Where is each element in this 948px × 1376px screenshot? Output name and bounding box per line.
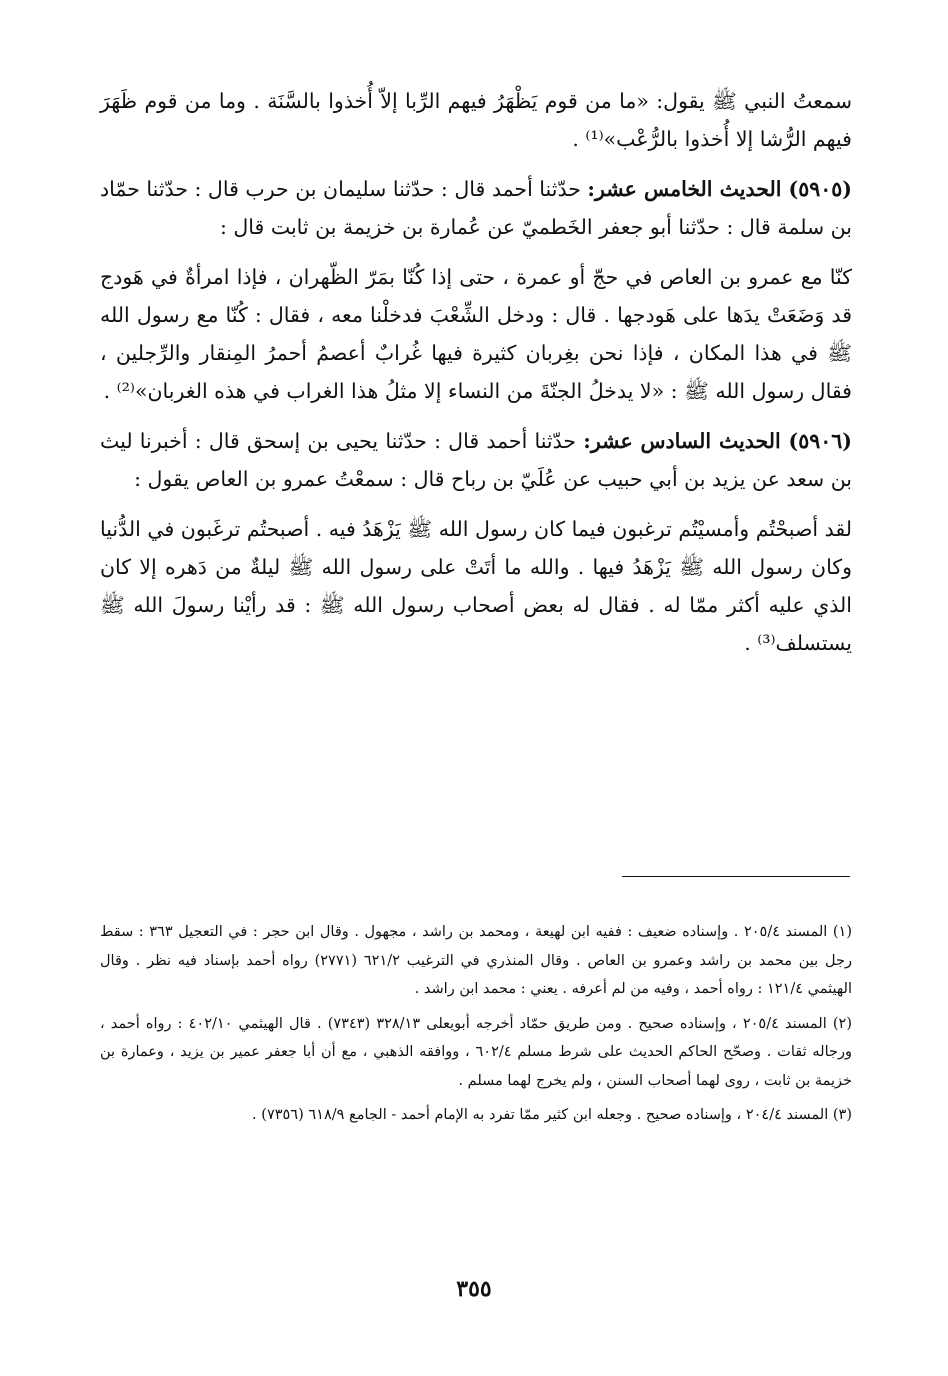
hadith-heading: (٥٩٠٦) الحديث السادس عشر: xyxy=(583,429,852,453)
hadith-isnad: حدّثنا أحمد قال : حدّثنا سليمان بن حرب قال : حدّثنا حمّاد بن سلمة قال : حدّثنا أبو جعفر الخَطميّ عن عُمارة بن خزيمة بن ثابت قال : xyxy=(100,177,852,239)
footnote-separator xyxy=(622,876,850,877)
hadith-5905 xyxy=(100,170,852,246)
hadith-5906-matn xyxy=(100,510,852,662)
hadith-5904-tail xyxy=(100,82,852,158)
hadith-5906 xyxy=(100,422,852,498)
hadith-text: سمعتُ النبي ﷺ يقول: «ما من قوم يَظْهَرُ فيهم الرِّبا إلاّ أُخذوا بالسَّنَة . وما من قوم ظَهَرَ فيهم الرُّشا إلا أُخذوا بالرُّعْب»⁽¹⁾ . xyxy=(100,89,852,151)
footnotes xyxy=(100,918,852,1130)
footnote-1: (١) المسند ٢٠٥/٤ . وإسناده ضعيف : ففيه ابن لهيعة ، ومحمد بن راشد ، مجهول . وقال ابن حجر : في التعجيل ٣٦٣ : سقط رجل بين محمد بن راشد وعمرو بن العاص . وقال المنذري في الترغيب ٦٢١/٢ (٢٧٧١) رواه أحمد بإسناد فيه نظر . وقال الهيثمي ١٢١/٤ : رواه أحمد ، وفيه من لم أعرفه . يعني : محمد ابن راشد . xyxy=(100,924,852,997)
main-text xyxy=(100,82,852,674)
page-number: ٣٥٥ xyxy=(456,1276,492,1302)
hadith-text: لقد أصبحْتُم وأمسيْتُم ترغبون فيما كان رسول الله ﷺ يَزْهَدُ فيه . أصبحتُم ترغَبون في الدُّنيا وكان رسول الله ﷺ يَزْهَدُ فيها . والله ما أتَتْ على رسول الله ﷺ ليلةٌ من دَهره إلا كان الذي عليه أكثر ممّا له . فقال له بعض أصحاب رسول الله ﷺ : قد رأيْنا رسولَ الله ﷺ يستسلف⁽³⁾ . xyxy=(100,517,852,655)
hadith-isnad: حدّثنا أحمد قال : حدّثنا يحيى بن إسحق قال : أخبرنا ليث بن سعد عن يزيد بن أبي حبيب عن عُلَيّ بن رباح قال : سمعْتُ عمرو بن العاص يقول : xyxy=(100,429,852,491)
footnote-3: (٣) المسند ٢٠٤/٤ ، وإسناده صحيح . وجعله ابن كثير ممّا تفرد به الإمام أحمد - الجامع ٦١٨/٩ (٧٣٥٦) . xyxy=(252,1107,852,1123)
hadith-5905-matn xyxy=(100,258,852,410)
footnote-2: (٢) المسند ٢٠٥/٤ ، وإسناده صحيح . ومن طريق حمّاد أخرجه أبويعلى ٣٢٨/١٣ (٧٣٤٣) . قال الهيثمي ٤٠٢/١٠ : رواه أحمد ، ورجاله ثقات . وصحّح الحاكم الحديث على شرط مسلم ٦٠٢/٤ ، ووافقه الذهبي ، مع أن أبا جعفر عمير بن يزيد ، وعمارة بن خزيمة بن ثابت ، روى لهما أصحاب السنن ، ولم يخرج لهما مسلم . xyxy=(100,1015,852,1089)
hadith-heading: (٥٩٠٥) الحديث الخامس عشر: xyxy=(587,177,852,201)
hadith-text: كنّا مع عمرو بن العاص في حجّ أو عمرة ، حتى إذا كُنّا بمَرّ الظّهران ، فإذا امرأةٌ في هَودج قد وَضَعَتْ يدَها على هَودجها . قال : ودخل الشِّعْبَ فدخلْنا معه ، فقال : كُنّا مع رسول الله ﷺ في هذا المكان ، فإذا نحن بغِربان كثيرة فيها غُرابٌ أعصمُ أحمرُ المِنقار والرِّجلين ، فقال رسول الله ﷺ : «لا يدخلُ الجنّةَ من النساء إلا مثلُ هذا الغراب في هذه الغربان»⁽²⁾ . xyxy=(100,265,852,403)
